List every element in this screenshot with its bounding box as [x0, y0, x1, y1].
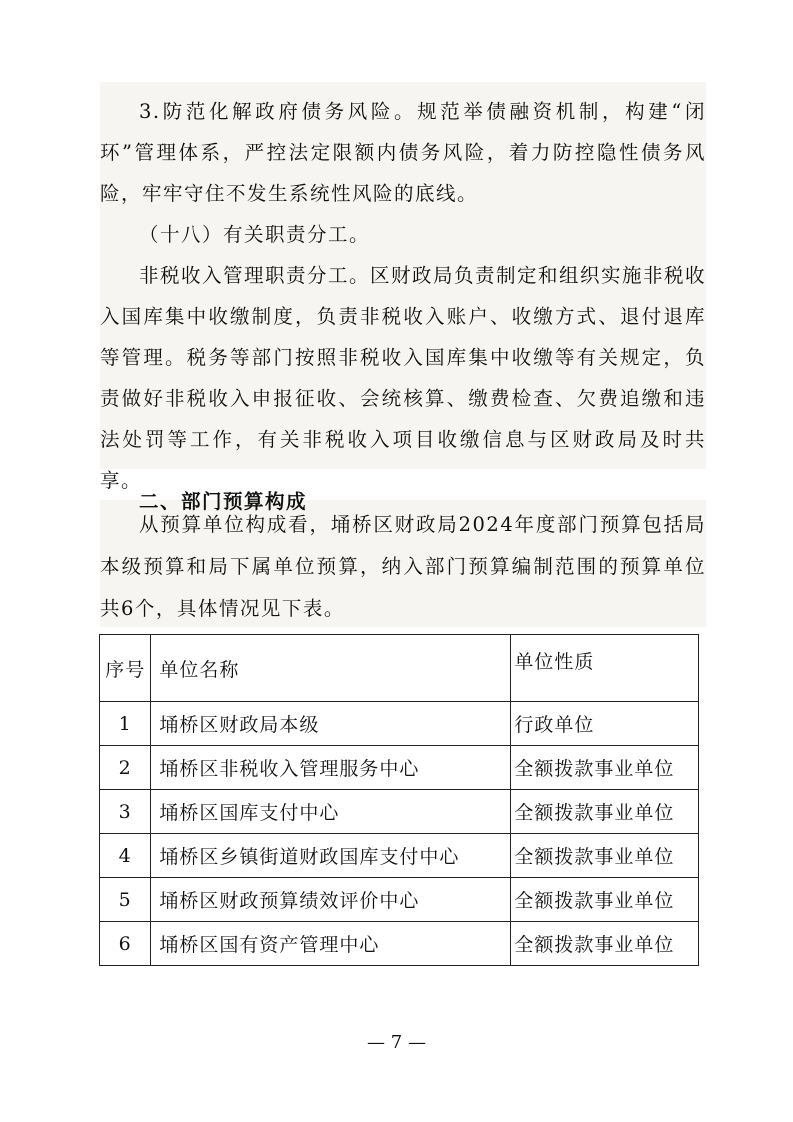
cell-number: 4: [100, 834, 151, 878]
table-header-row: [100, 635, 699, 702]
paragraph-duties-body: 非税收入管理职责分工。区财政局负责制定和组织实施非税收入国库集中收缴制度，负责非税收入账户、收缴方式、退付退库等管理。税务等部门按照非税收入国库集中收缴等有关规定，负责做好非税收入申报征收、会统核算、缴费检查、欠费追缴和违法处罚等工作，有关非税收入项目收缴信息与区财政局及时共享。: [100, 264, 707, 492]
header-cell-type: 单位性质: [511, 635, 699, 702]
page-number: — 7 —: [367, 1032, 426, 1053]
cell-type: 全额拨款事业单位: [511, 790, 699, 834]
cell-number: 3: [100, 790, 151, 834]
cell-number: 1: [100, 702, 151, 746]
table-row: [100, 790, 699, 834]
budget-units-table: [99, 634, 699, 966]
table-row: [100, 878, 699, 922]
header-cell-number: 序号: [100, 635, 151, 702]
table-row: [100, 922, 699, 966]
section-heading: 二、部门预算构成: [139, 490, 308, 513]
table-row: [100, 746, 699, 790]
cell-name: 埇桥区国有资产管理中心: [151, 922, 511, 966]
cell-type: 行政单位: [511, 702, 699, 746]
cell-number: 2: [100, 746, 151, 790]
paragraph-composition: 从预算单位构成看，埇桥区财政局2024年度部门预算包括局本级预算和局下属单位预算，纳入部门预算编制范围的预算单位共6个，具体情况见下表。: [100, 513, 706, 620]
paragraph-debt-risk: 3.防范化解政府债务风险。规范举债融资机制，构建“闭环”管理体系，严控法定限额内债务风险，着力防控隐性债务风险，牢牢守住不发生系统性风险的底线。: [100, 100, 706, 205]
cell-type: 全额拨款事业单位: [511, 746, 699, 790]
table-row: [100, 834, 699, 878]
cell-type: 全额拨款事业单位: [511, 878, 699, 922]
table-row: [100, 702, 699, 746]
cell-number: 5: [100, 878, 151, 922]
cell-name: 埇桥区非税收入管理服务中心: [151, 746, 511, 790]
cell-name: 埇桥区财政预算绩效评价中心: [151, 878, 511, 922]
paragraph-duties-heading: （十八）有关职责分工。: [139, 223, 371, 246]
cell-number: 6: [100, 922, 151, 966]
header-cell-name: 单位名称: [151, 635, 511, 702]
cell-name: 埇桥区乡镇街道财政国库支付中心: [151, 834, 511, 878]
cell-type: 全额拨款事业单位: [511, 922, 699, 966]
cell-name: 埇桥区财政局本级: [151, 702, 511, 746]
cell-name: 埇桥区国库支付中心: [151, 790, 511, 834]
cell-type: 全额拨款事业单位: [511, 834, 699, 878]
